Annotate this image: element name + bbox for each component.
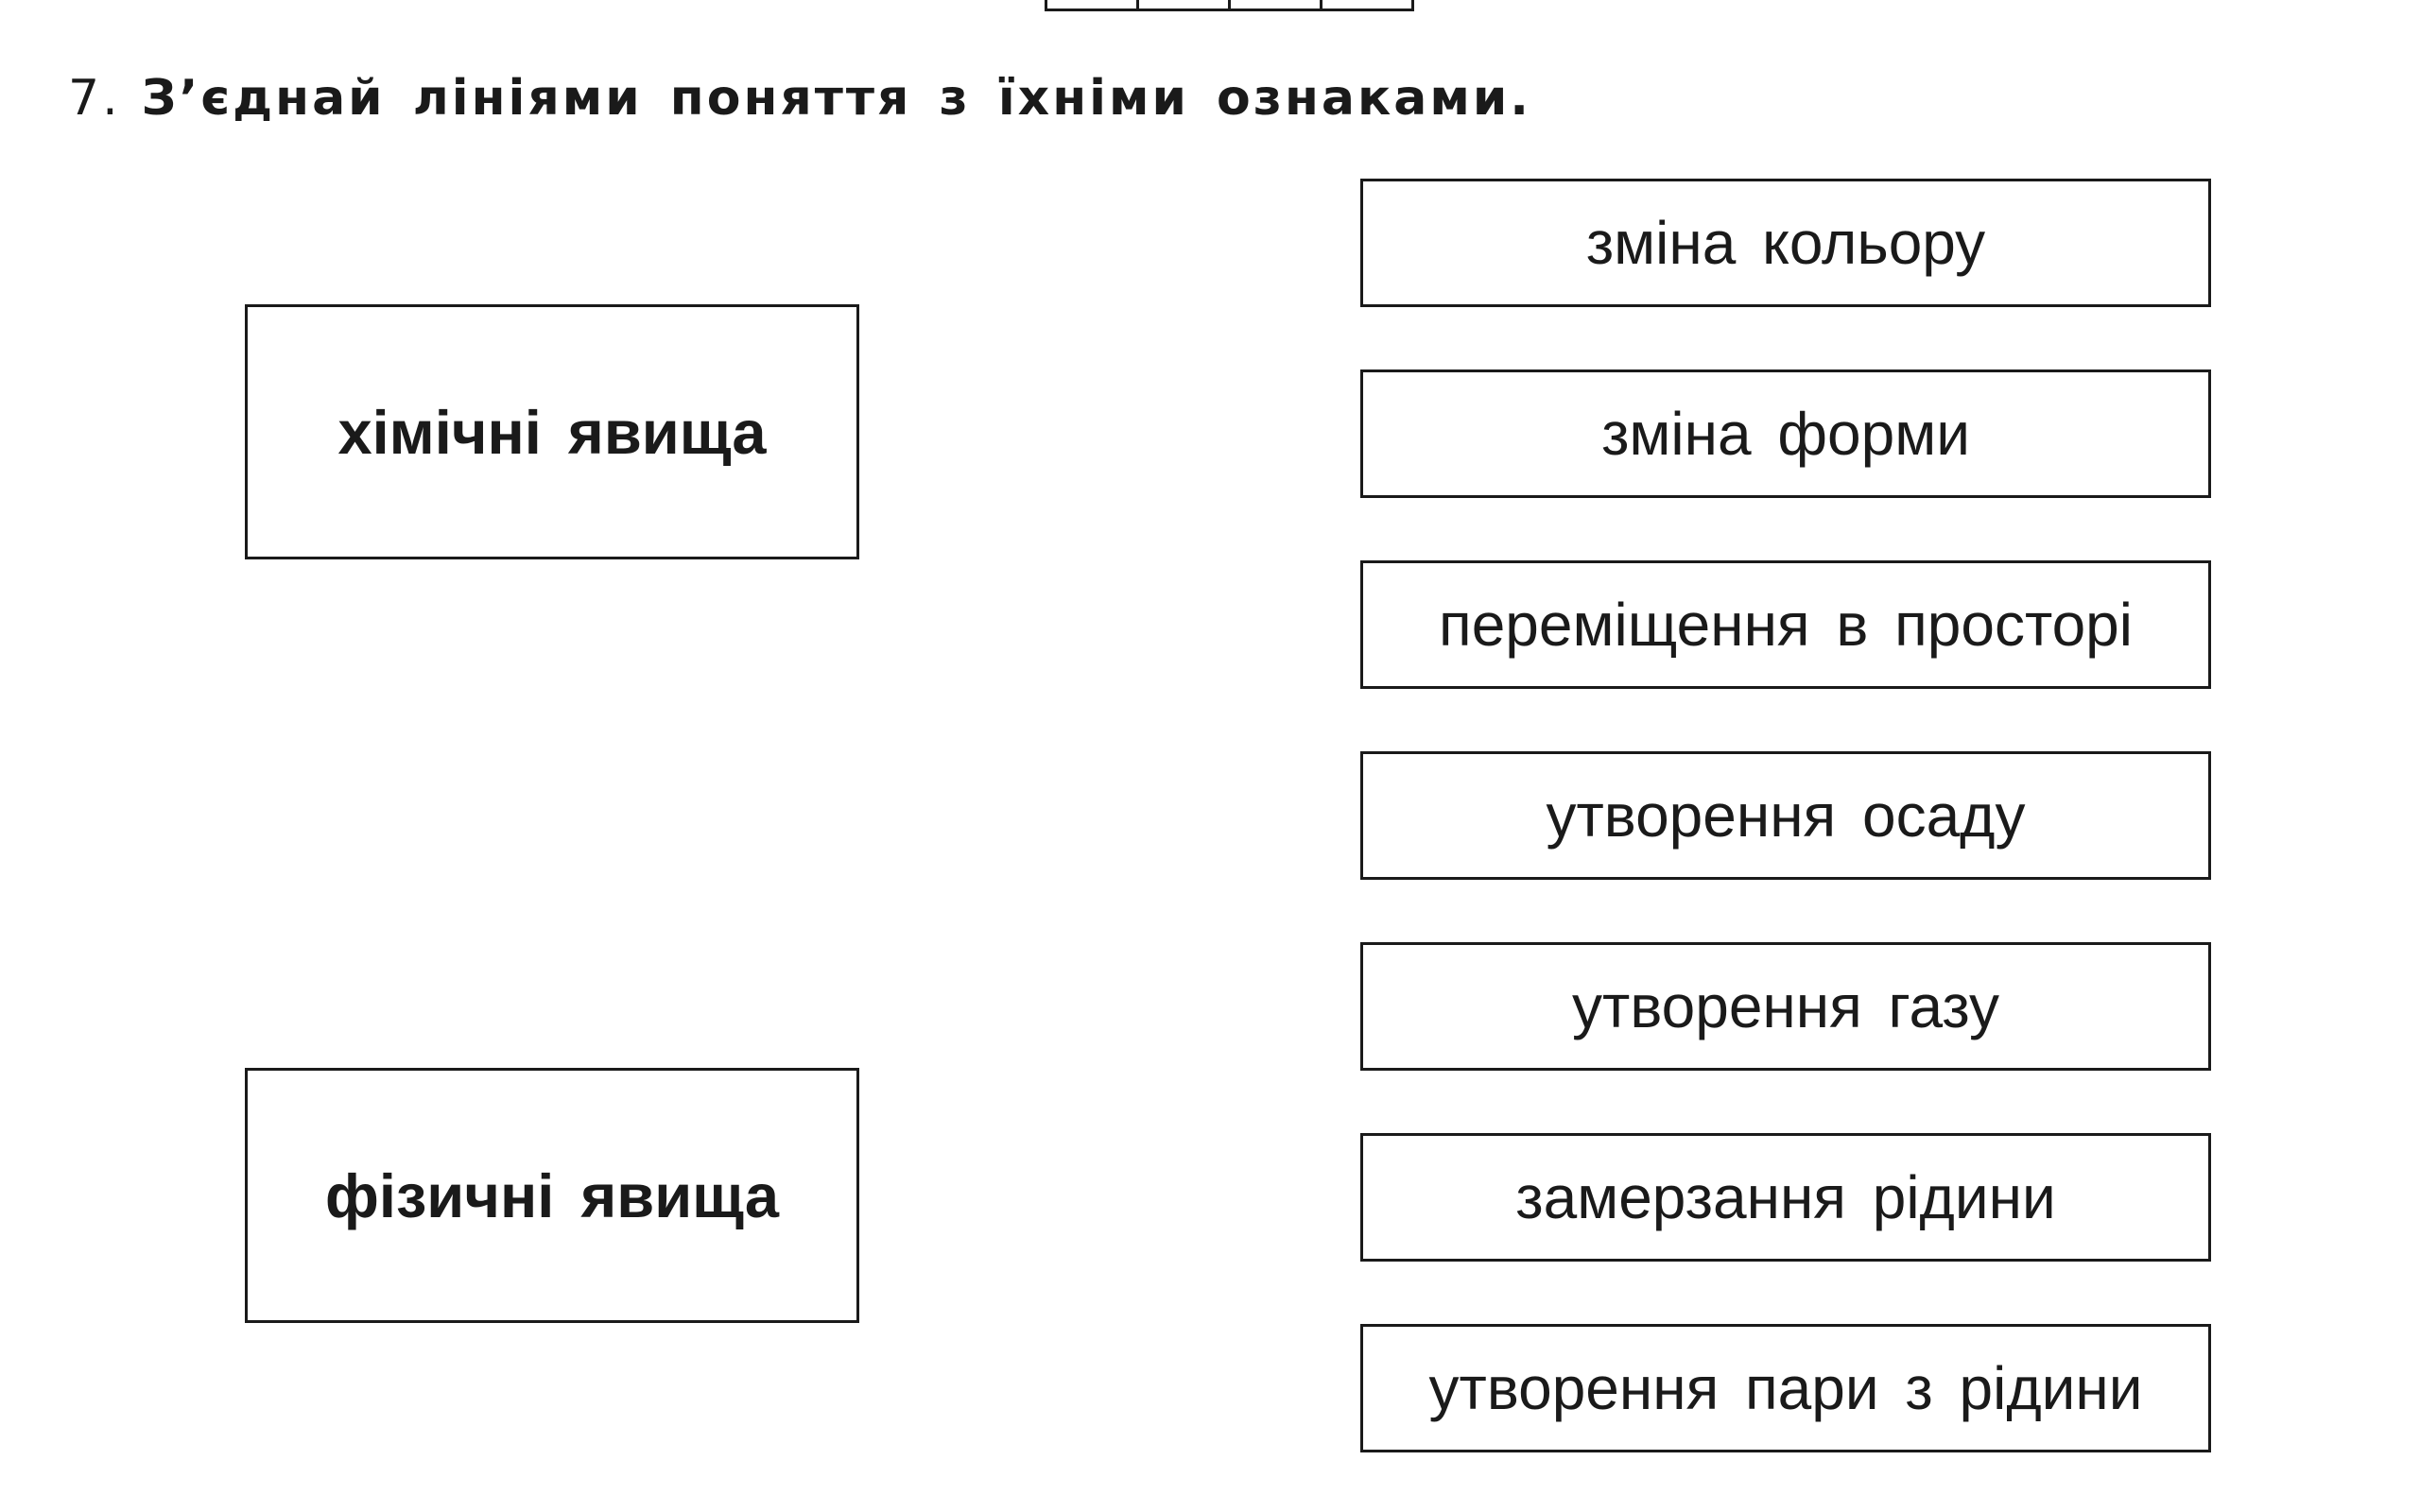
answer-grid-fragment [1047,0,1414,11]
feature-box-shape-change[interactable]: зміна форми [1360,369,2211,498]
answer-cell [1320,0,1414,11]
feature-box-freezing[interactable]: замерзання рідини [1360,1133,2211,1262]
task-instruction: З’єднай лініями поняття з їхніми ознаками. [141,70,1532,127]
feature-box-color-change[interactable]: зміна кольору [1360,179,2211,307]
concept-box-physical[interactable]: фізичні явища [245,1068,859,1323]
task-heading [68,70,1531,127]
feature-box-precipitate[interactable]: утворення осаду [1360,751,2211,880]
concept-box-chemical[interactable]: хімічні явища [245,304,859,559]
answer-cell [1045,0,1139,11]
feature-box-vaporization[interactable]: утворення пари з рідини [1360,1324,2211,1452]
answer-cell [1136,0,1231,11]
feature-box-gas-formation[interactable]: утворення газу [1360,942,2211,1071]
task-number: 7. [68,70,121,127]
answer-cell [1228,0,1322,11]
feature-box-movement[interactable]: переміщення в просторі [1360,560,2211,689]
